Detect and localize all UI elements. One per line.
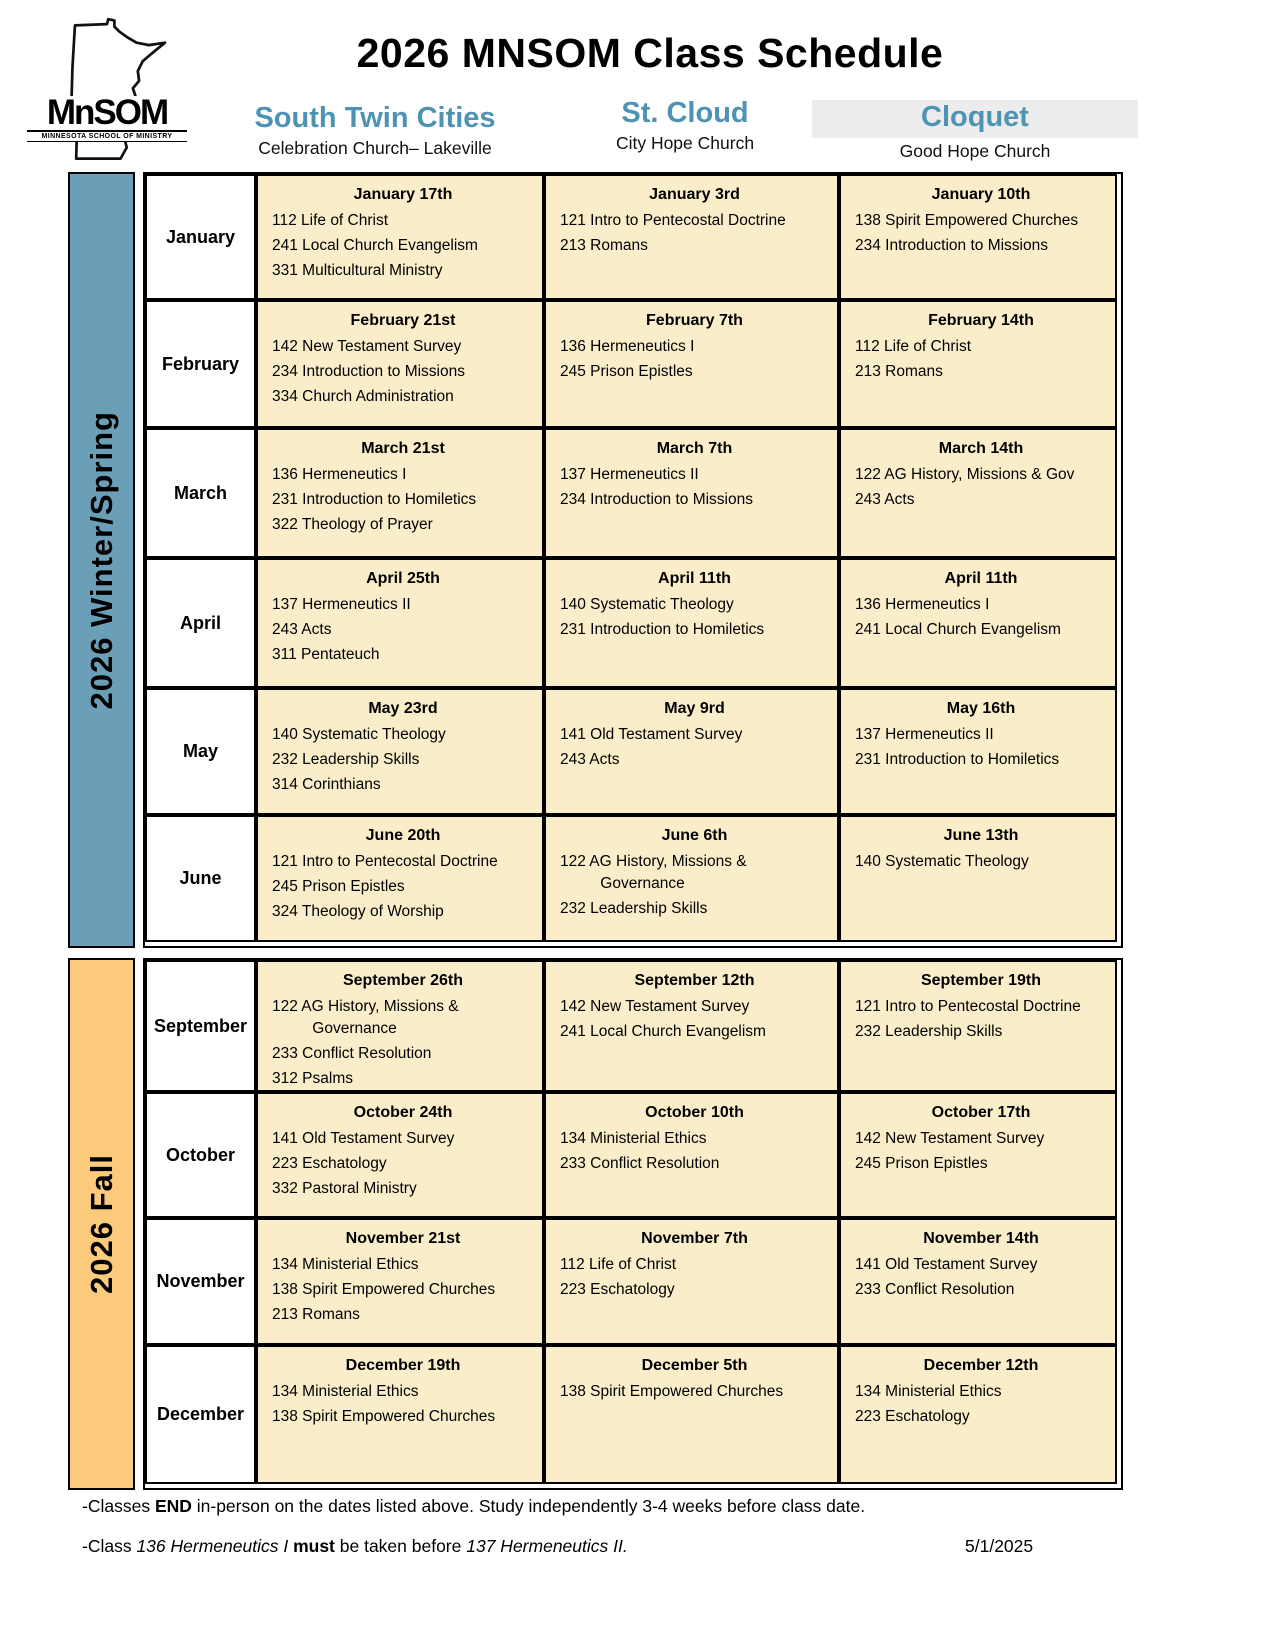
course-item: 137 Hermeneutics II bbox=[855, 726, 994, 743]
course-item: 122 AG History, Missions & Gov bbox=[855, 466, 1075, 483]
schedule-cell bbox=[839, 558, 1117, 688]
month-label: October bbox=[145, 1092, 256, 1218]
season-section-1 bbox=[68, 958, 1123, 1490]
season-label: 2026 Fall bbox=[83, 1154, 119, 1294]
course-item: 243 Acts bbox=[560, 751, 620, 768]
course-item: 334 Church Administration bbox=[272, 388, 454, 405]
course-item: 142 New Testament Survey bbox=[560, 998, 750, 1015]
course-item: 231 Introduction to Homiletics bbox=[272, 491, 477, 508]
revision-date: 5/1/2025 bbox=[965, 1536, 1034, 1556]
schedule-grid bbox=[143, 958, 1123, 1490]
course-item: 232 Leadership Skills bbox=[272, 751, 420, 768]
class-date: June 13th bbox=[943, 827, 1019, 844]
schedule-cell bbox=[256, 688, 544, 815]
schedule-cell bbox=[256, 174, 544, 300]
schedule-cell bbox=[839, 688, 1117, 815]
class-date: November 21st bbox=[345, 1230, 461, 1247]
course-item: 232 Leadership Skills bbox=[855, 1023, 1003, 1040]
course-item: 311 Pentateuch bbox=[272, 646, 380, 663]
class-date: February 7th bbox=[646, 312, 743, 329]
class-date: October 10th bbox=[645, 1104, 744, 1121]
class-date: February 21st bbox=[350, 312, 456, 329]
course-item: 314 Corinthians bbox=[272, 776, 381, 793]
class-date: June 20th bbox=[365, 827, 441, 844]
footer-text-segment: 136 Hermeneutics I bbox=[136, 1536, 289, 1556]
class-date: April 25th bbox=[366, 570, 440, 587]
footer-text-segment: END bbox=[154, 1496, 192, 1516]
class-date: November 7th bbox=[641, 1230, 748, 1247]
course-item: 331 Multicultural Ministry bbox=[272, 262, 443, 279]
course-item: 213 Romans bbox=[272, 1306, 360, 1323]
class-date: September 12th bbox=[634, 972, 755, 989]
course-item: 213 Romans bbox=[855, 363, 943, 380]
course-item: 121 Intro to Pentecostal Doctrine bbox=[855, 998, 1081, 1015]
class-date: February 14th bbox=[928, 312, 1034, 329]
location-name: St. Cloud bbox=[621, 97, 749, 129]
course-item: 232 Leadership Skills bbox=[560, 900, 708, 917]
course-item: 241 Local Church Evangelism bbox=[560, 1023, 766, 1040]
class-date: April 11th bbox=[658, 570, 731, 587]
course-item: 245 Prison Epistles bbox=[560, 363, 693, 380]
footer-text-segment: 137 Hermeneutics II. bbox=[466, 1536, 628, 1556]
location-header-south-twin-cities bbox=[210, 103, 540, 159]
location-header-cloquet bbox=[812, 100, 1138, 162]
footer-text-segment: -Classes bbox=[82, 1496, 155, 1516]
course-item: 223 Eschatology bbox=[855, 1408, 970, 1425]
schedule-cell bbox=[839, 300, 1117, 428]
course-item: 223 Eschatology bbox=[272, 1155, 387, 1172]
course-item: 136 Hermeneutics I bbox=[855, 596, 990, 613]
course-item: 138 Spirit Empowered Churches bbox=[272, 1281, 496, 1298]
month-label: December bbox=[145, 1345, 256, 1484]
location-church: City Hope Church bbox=[615, 132, 755, 153]
month-label: April bbox=[145, 558, 256, 688]
course-item: 231 Introduction to Homiletics bbox=[855, 751, 1060, 768]
course-item: 138 Spirit Empowered Churches bbox=[272, 1408, 496, 1425]
course-item: 134 Ministerial Ethics bbox=[272, 1383, 419, 1400]
location-name: Cloquet bbox=[812, 100, 1138, 138]
course-item: 122 AG History, Missions & Governance bbox=[560, 853, 747, 892]
class-date: December 12th bbox=[923, 1357, 1039, 1374]
course-item: 141 Old Testament Survey bbox=[855, 1256, 1038, 1273]
logo-text bbox=[27, 93, 186, 141]
schedule-cell bbox=[256, 1092, 544, 1218]
course-item: 141 Old Testament Survey bbox=[272, 1130, 455, 1147]
course-item: 234 Introduction to Missions bbox=[560, 491, 753, 508]
class-date: May 23rd bbox=[368, 700, 438, 717]
schedule-cell bbox=[544, 1345, 839, 1484]
class-date: September 19th bbox=[920, 972, 1042, 989]
course-item: 234 Introduction to Missions bbox=[272, 363, 465, 380]
course-item: 213 Romans bbox=[560, 237, 648, 254]
schedule-cell bbox=[256, 558, 544, 688]
course-item: 241 Local Church Evangelism bbox=[855, 621, 1061, 638]
schedule-cell bbox=[544, 960, 839, 1092]
course-item: 140 Systematic Theology bbox=[560, 596, 734, 613]
schedule-cell bbox=[544, 1218, 839, 1345]
course-item: 137 Hermeneutics II bbox=[272, 596, 411, 613]
schedule-grid bbox=[143, 172, 1123, 948]
schedule-cell bbox=[839, 1218, 1117, 1345]
footer-text-segment: must bbox=[293, 1536, 335, 1556]
course-item: 245 Prison Epistles bbox=[855, 1155, 988, 1172]
course-item: 134 Ministerial Ethics bbox=[272, 1256, 419, 1273]
location-name: South Twin Cities bbox=[254, 102, 496, 134]
course-item: 234 Introduction to Missions bbox=[855, 237, 1048, 254]
course-item: 134 Ministerial Ethics bbox=[560, 1130, 707, 1147]
course-item: 121 Intro to Pentecostal Doctrine bbox=[272, 853, 498, 870]
schedule-cell bbox=[544, 174, 839, 300]
class-date: April 11th bbox=[944, 570, 1018, 587]
class-date: May 16th bbox=[946, 700, 1016, 717]
course-item: 332 Pastoral Ministry bbox=[272, 1180, 417, 1197]
course-item: 233 Conflict Resolution bbox=[272, 1045, 432, 1062]
schedule-cell bbox=[256, 428, 544, 558]
schedule-cell bbox=[544, 558, 839, 688]
schedule-cell bbox=[544, 428, 839, 558]
course-item: 112 Life of Christ bbox=[560, 1256, 677, 1273]
season-section-0 bbox=[68, 172, 1123, 948]
season-band bbox=[68, 958, 135, 1490]
class-date: December 19th bbox=[345, 1357, 461, 1374]
class-date: October 24th bbox=[353, 1104, 453, 1121]
class-date: May 9rd bbox=[664, 700, 725, 717]
course-item: 138 Spirit Empowered Churches bbox=[855, 212, 1079, 229]
footer-note-classes-end bbox=[82, 1496, 865, 1517]
schedule-cell bbox=[256, 815, 544, 942]
class-date: January 3rd bbox=[649, 186, 740, 203]
location-church: Good Hope Church bbox=[899, 140, 1051, 161]
class-date: June 6th bbox=[661, 827, 728, 844]
schedule-cell bbox=[544, 1092, 839, 1218]
footer-text-segment: be taken before bbox=[334, 1536, 467, 1556]
location-header-st-cloud bbox=[560, 98, 810, 154]
month-label: September bbox=[145, 960, 256, 1092]
schedule-cell bbox=[839, 815, 1117, 942]
month-label: November bbox=[145, 1218, 256, 1345]
course-item: 112 Life of Christ bbox=[855, 338, 972, 355]
logo-wordmark: MnSOM bbox=[46, 93, 168, 133]
footer-text-segment: in-person on the dates listed above. Study independently 3-4 weeks before class date. bbox=[191, 1496, 866, 1516]
schedule-cell bbox=[256, 300, 544, 428]
course-item: 324 Theology of Worship bbox=[272, 903, 444, 920]
schedule-cell bbox=[839, 960, 1117, 1092]
course-item: 122 AG History, Missions & Governance bbox=[272, 998, 459, 1037]
course-item: 140 Systematic Theology bbox=[855, 853, 1029, 870]
course-item: 137 Hermeneutics II bbox=[560, 466, 699, 483]
logo-subtitle: MINNESOTA SCHOOL OF MINISTRY bbox=[27, 130, 186, 142]
course-item: 243 Acts bbox=[855, 491, 915, 508]
schedule-cell bbox=[839, 174, 1117, 300]
course-item: 245 Prison Epistles bbox=[272, 878, 405, 895]
class-date: March 21st bbox=[361, 440, 445, 457]
schedule-cell bbox=[256, 1218, 544, 1345]
course-item: 142 New Testament Survey bbox=[272, 338, 462, 355]
month-label: January bbox=[145, 174, 256, 300]
month-label: March bbox=[145, 428, 256, 558]
class-date: March 7th bbox=[656, 440, 733, 457]
course-item: 112 Life of Christ bbox=[272, 212, 389, 229]
course-item: 322 Theology of Prayer bbox=[272, 516, 433, 533]
schedule-cell bbox=[544, 815, 839, 942]
class-date: January 10th bbox=[931, 186, 1031, 203]
course-item: 223 Eschatology bbox=[560, 1281, 675, 1298]
course-item: 136 Hermeneutics I bbox=[560, 338, 695, 355]
course-item: 142 New Testament Survey bbox=[855, 1130, 1045, 1147]
class-date: November 14th bbox=[923, 1230, 1039, 1247]
footer-text-segment: -Class bbox=[82, 1536, 137, 1556]
month-label: February bbox=[145, 300, 256, 428]
class-date: September 26th bbox=[342, 972, 464, 989]
season-label: 2026 Winter/Spring bbox=[83, 410, 119, 710]
schedule-cell bbox=[839, 1345, 1117, 1484]
class-date: January 17th bbox=[353, 186, 453, 203]
course-item: 312 Psalms bbox=[272, 1070, 353, 1087]
class-date: March 14th bbox=[938, 440, 1024, 457]
schedule-cell bbox=[839, 1092, 1117, 1218]
footer-note-prerequisite bbox=[82, 1536, 628, 1557]
class-date: October 17th bbox=[931, 1104, 1031, 1121]
season-band bbox=[68, 172, 135, 948]
course-item: 233 Conflict Resolution bbox=[855, 1281, 1015, 1298]
schedule-cell bbox=[256, 960, 544, 1092]
course-item: 141 Old Testament Survey bbox=[560, 726, 743, 743]
course-item: 121 Intro to Pentecostal Doctrine bbox=[560, 212, 786, 229]
course-item: 136 Hermeneutics I bbox=[272, 466, 407, 483]
schedule-cell bbox=[544, 300, 839, 428]
course-item: 243 Acts bbox=[272, 621, 332, 638]
course-item: 134 Ministerial Ethics bbox=[855, 1383, 1002, 1400]
location-church: Celebration Church– Lakeville bbox=[258, 137, 492, 158]
course-item: 138 Spirit Empowered Churches bbox=[560, 1383, 784, 1400]
class-date: December 5th bbox=[641, 1357, 748, 1374]
course-item: 231 Introduction to Homiletics bbox=[560, 621, 765, 638]
month-label: June bbox=[145, 815, 256, 942]
schedule-cell bbox=[544, 688, 839, 815]
schedule-cell bbox=[839, 428, 1117, 558]
page-title: 2026 MNSOM Class Schedule bbox=[356, 30, 944, 76]
course-item: 233 Conflict Resolution bbox=[560, 1155, 720, 1172]
course-item: 140 Systematic Theology bbox=[272, 726, 446, 743]
month-label: May bbox=[145, 688, 256, 815]
schedule-cell bbox=[256, 1345, 544, 1484]
course-item: 241 Local Church Evangelism bbox=[272, 237, 478, 254]
